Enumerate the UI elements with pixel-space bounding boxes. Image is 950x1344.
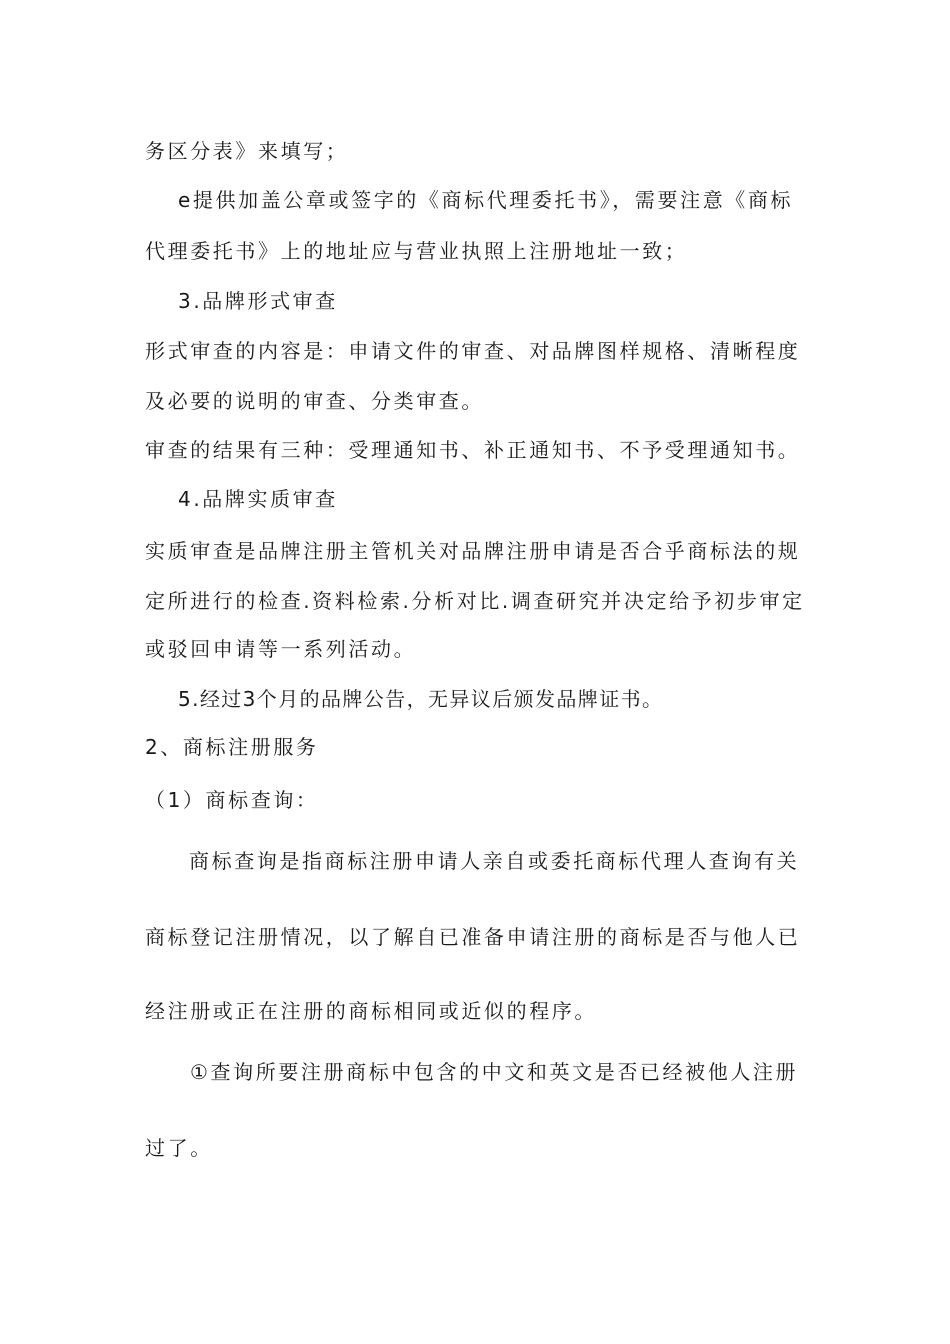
text-line: 经注册或正在注册的商标相同或近似的程序。: [145, 999, 597, 1023]
text-line: 形式审查的内容是：申请文件的审查、对品牌图样规格、清晰程度: [145, 339, 801, 363]
text-line: 商标查询是指商标注册申请人亲自或委托商标代理人查询有关: [189, 849, 800, 873]
section-heading: 2、商标注册服务: [145, 735, 319, 759]
text-line: 代理委托书》上的地址应与营业执照上注册地址一致；: [145, 239, 688, 263]
text-line: 商标登记注册情况，以了解自已准备申请注册的商标是否与他人已: [145, 925, 801, 949]
section-heading: 4.品牌实质审查: [178, 487, 338, 511]
section-heading: 3.品牌形式审查: [178, 289, 338, 313]
text-line: 及必要的说明的审查、分类审查。: [145, 389, 484, 413]
text-line: 定所进行的检查.资料检索.分析对比.调查研究并决定给予初步审定: [145, 589, 805, 613]
text-line: 5.经过3个月的品牌公告，无异议后颁发品牌证书。: [178, 687, 664, 711]
text-line: ①查询所要注册商标中包含的中文和英文是否已经被他人注册: [190, 1060, 799, 1084]
text-line: 实质审查是品牌注册主管机关对品牌注册申请是否合乎商标法的规: [145, 539, 801, 563]
text-line: 审查的结果有三种：受理通知书、补正通知书、不予受理通知书。: [145, 438, 801, 462]
text-line: e提供加盖公章或签字的《商标代理委托书》，需要注意《商标: [178, 188, 794, 212]
text-line: 或驳回申请等一系列活动。: [145, 637, 417, 661]
text-line: 过了。: [145, 1136, 213, 1160]
text-line: 务区分表》来填写；: [145, 139, 349, 163]
subsection-heading: （1）商标查询：: [145, 788, 319, 812]
